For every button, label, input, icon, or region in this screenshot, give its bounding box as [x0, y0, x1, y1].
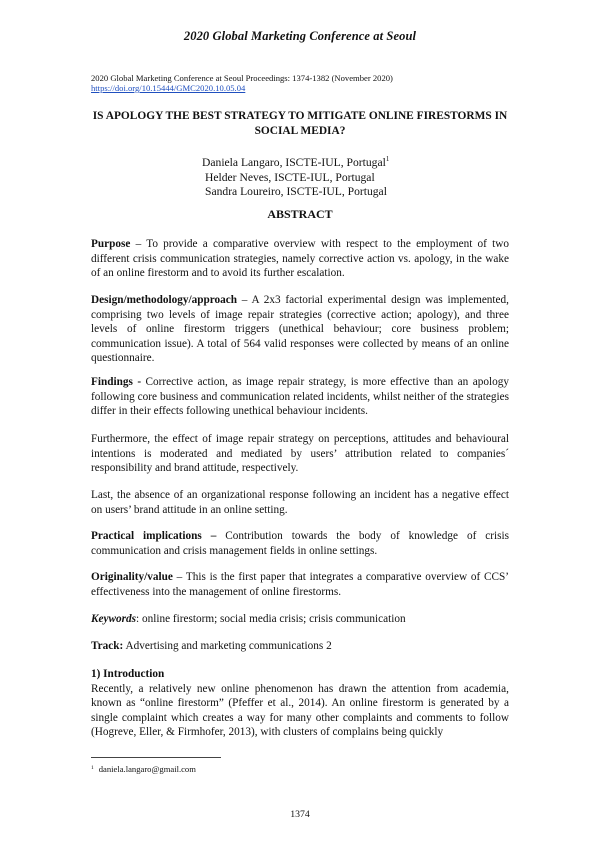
track-text: Advertising and marketing communications 2 — [123, 640, 332, 652]
author-1-text: Daniela Langaro, ISCTE-IUL, Portugal — [202, 156, 386, 169]
running-header: 2020 Global Marketing Conference at Seoul — [183, 29, 417, 43]
practical-label: Practical implications – — [91, 530, 217, 542]
keywords-label: Keywords — [91, 613, 136, 625]
footnote-mark: 1 — [91, 765, 94, 771]
findings-label: Findings - — [91, 376, 142, 388]
keywords-paragraph — [91, 612, 509, 627]
findings-paragraph — [91, 375, 509, 419]
findings-paragraph-3: Last, the absence of an organizational response following an incident has a negative effect on users’ brand attitude in an online setting. — [91, 489, 509, 516]
introduction-section — [91, 667, 509, 740]
author-3: Sandra Loureiro, ISCTE-IUL, Portugal — [205, 185, 387, 198]
practical-text: Contribution towards the body of knowledge of crisis communication and crisis management fields in online settings. — [91, 530, 509, 557]
footnote-email: daniela.langaro@gmail.com — [98, 764, 196, 774]
footnote-marker: 1 — [385, 155, 390, 163]
design-label: Design/methodology/approach — [91, 294, 238, 306]
doi-link[interactable]: https://doi.org/10.15444/GMC2020.10.05.04 — [91, 83, 246, 93]
track-label: Track: — [91, 640, 124, 652]
proceedings-citation: 2020 Global Marketing Conference at Seoul Proceedings: 1374-1382 (November 2020) — [91, 73, 393, 83]
purpose-label: Purpose — [91, 238, 131, 250]
design-paragraph — [91, 293, 509, 366]
findings-text: Corrective action, as image repair strategy, is more effective than an apology following core business and communication related incidents, whilst neither of the strategies differ in their effects following unethical behaviour incidents. — [91, 376, 509, 418]
originality-label: Originality/value — [91, 571, 173, 583]
practical-paragraph — [91, 529, 509, 558]
track-paragraph — [91, 639, 509, 654]
findings-paragraph-2: Furthermore, the effect of image repair strategy on perceptions, attitudes and behavioural intentions is moderated and mediated by users’ attribution related to companies´ responsibility and brand attitude, respectively. — [91, 433, 509, 475]
introduction-heading: 1) Introduction — [91, 668, 165, 680]
footnote-divider — [91, 757, 221, 758]
footnote — [91, 763, 196, 775]
originality-text: – This is the first paper that integrates a comparative overview of CCS’ effectiveness into the management of online firestorms. — [91, 571, 509, 598]
author-1 — [91, 152, 509, 171]
abstract-heading: ABSTRACT — [267, 207, 333, 221]
purpose-text: – To provide a comparative overview with respect to the employment of two different crisis communication strategies, namely corrective action vs. apology, in the wake of an online firestorm and to avoid its further escalation. — [91, 238, 509, 280]
originality-paragraph — [91, 570, 509, 599]
page-number: 1374 — [290, 809, 310, 820]
keywords-text: : online firestorm; social media crisis; crisis communication — [136, 613, 406, 625]
purpose-paragraph — [91, 237, 509, 281]
author-2: Helder Neves, ISCTE-IUL, Portugal — [205, 170, 375, 184]
author-list — [91, 152, 509, 200]
paper-title: IS APOLOGY THE BEST STRATEGY TO MITIGATE ONLINE FIRESTORMS IN SOCIAL MEDIA? — [92, 110, 508, 137]
introduction-text: Recently, a relatively new online phenomenon has drawn the attention from academia, known as “online firestorm” (Pfeffer et al., 2014). An online firestorm is generated by a single complaint which creates a way for many other complaints and comments to follow (Hogreve, Eller, & Firmhofer, 2013), with clusters of complains being quickly — [91, 682, 509, 739]
design-text: – A 2x3 factorial experimental design was implemented, comprising two levels of image repair strategies (corrective action; apology), and three levels of online firestorm triggers (unethical behaviour; core business problem; communication issue). A total of 564 valid responses were collected by means of an online questionnaire. — [91, 294, 509, 365]
